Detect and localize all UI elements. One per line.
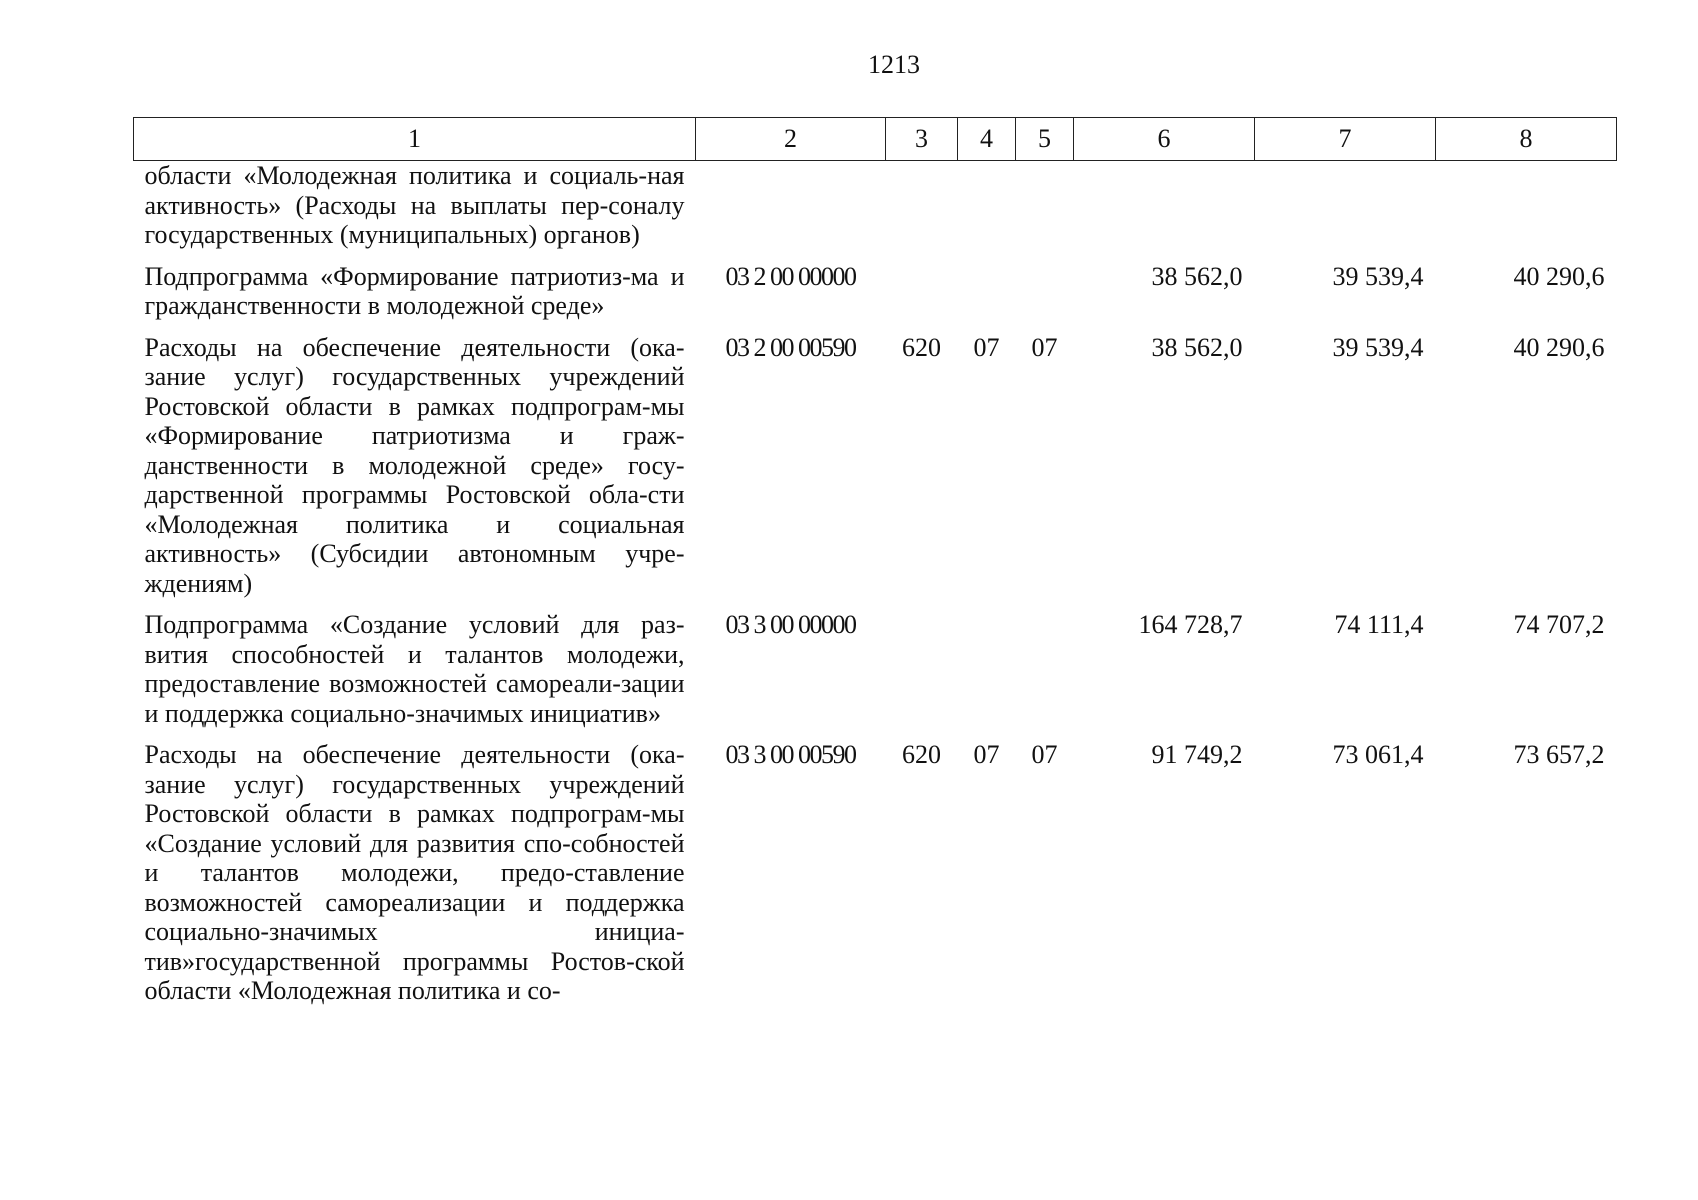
page-number: 1213 — [868, 50, 920, 79]
row-col7: 74 111,4 — [1334, 610, 1424, 639]
row-col6: 164 728,7 — [1138, 610, 1243, 639]
row-code — [696, 161, 886, 262]
header-col-3: 3 — [886, 118, 958, 161]
header-col-8: 8 — [1436, 118, 1617, 161]
row-col8: 74 707,2 — [1513, 610, 1605, 639]
row-col5 — [1016, 161, 1074, 262]
row-code: 03 2 00 00590 — [725, 332, 856, 362]
row-col3: 620 — [902, 740, 941, 769]
table-row — [134, 262, 1617, 333]
header-col-1: 1 — [134, 118, 696, 161]
row-code: 03 3 00 00590 — [725, 740, 856, 769]
row-col6: 38 562,0 — [1151, 332, 1243, 362]
row-col4: 07 — [973, 332, 1000, 362]
row-col6: 91 749,2 — [1151, 740, 1243, 769]
row-description: области «Молодежная политика и социаль-ная активность» (Расходы на выплаты пер-соналу государственных (муниципальных) органов) — [144, 161, 685, 249]
row-col7: 39 539,4 — [1332, 261, 1424, 291]
row-col4 — [958, 161, 1016, 262]
row-col7: 39 539,4 — [1332, 332, 1424, 362]
table-row — [134, 161, 1617, 262]
row-col8: 40 290,6 — [1513, 261, 1605, 291]
table-row — [134, 610, 1617, 740]
row-code: 03 3 00 00000 — [725, 610, 856, 639]
table-row — [134, 333, 1617, 611]
row-code: 03 2 00 00000 — [725, 261, 856, 291]
row-col8: 40 290,6 — [1513, 332, 1605, 362]
row-col4: 07 — [973, 740, 1000, 769]
row-col8 — [1436, 161, 1617, 262]
header-row — [134, 118, 1617, 161]
row-col3 — [886, 610, 958, 740]
row-description: Расходы на обеспечение деятельности (ока-зание услуг) государственных учреждений Ростовской области в рамках подпрограм-мы «Создание условий для развития спо-собностей и талантов молодежи, предо-ставление возможностей самореализации и поддержка социально-значимых инициа-тив»государственной программы Ростов-ской области «Молодежная политика и со- — [144, 740, 685, 1005]
row-col5 — [1016, 610, 1074, 740]
row-col7 — [1255, 161, 1436, 262]
header-col-2: 2 — [696, 118, 886, 161]
row-col6 — [1074, 161, 1255, 262]
row-col7: 73 061,4 — [1332, 740, 1424, 769]
row-col3: 620 — [902, 332, 941, 362]
budget-table — [133, 117, 1617, 1018]
row-description: Подпрограмма «Создание условий для раз-вития способностей и талантов молодежи, предоставление возможностей самореали-зации и поддержка социально-значимых инициатив» — [144, 610, 685, 728]
row-description: Расходы на обеспечение деятельности (ока-зание услуг) государственных учреждений Ростовской области в рамках подпрограм-мы «Формирование патриотизма и граж-данственности в молодежной среде» госу-дарственной программы Ростовской обла-сти «Молодежная политика и социальная активность» (Субсидии автономным учре-ждениям) — [144, 332, 685, 598]
header-col-6: 6 — [1074, 118, 1255, 161]
row-col4 — [958, 262, 1016, 333]
row-col3 — [886, 161, 958, 262]
row-col5: 07 — [1031, 332, 1058, 362]
row-col5: 07 — [1031, 740, 1058, 769]
header-col-4: 4 — [958, 118, 1016, 161]
row-description: Подпрограмма «Формирование патриотиз-ма и гражданственности в молодежной среде» — [144, 261, 685, 320]
row-col8: 73 657,2 — [1513, 740, 1605, 769]
row-col5 — [1016, 262, 1074, 333]
header-col-5: 5 — [1016, 118, 1074, 161]
header-col-7: 7 — [1255, 118, 1436, 161]
table-row — [134, 740, 1617, 1018]
row-col6: 38 562,0 — [1151, 261, 1243, 291]
row-col4 — [958, 610, 1016, 740]
row-col3 — [886, 262, 958, 333]
